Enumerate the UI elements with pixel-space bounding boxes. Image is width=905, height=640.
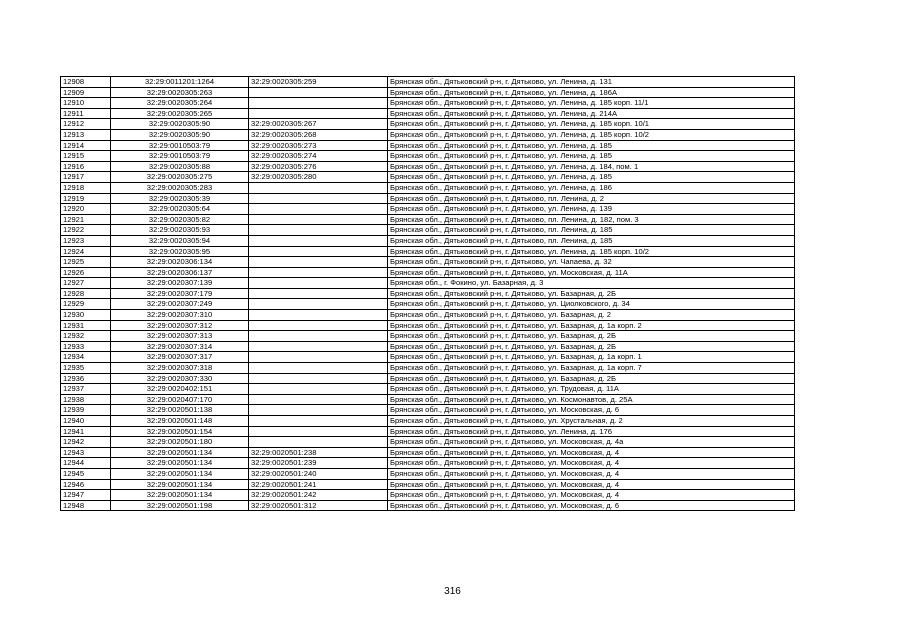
table-row [61, 352, 795, 363]
address-cell: Брянская обл., Дятьковский р-н, г. Дятьково, пл. Ленина, д. 185 [388, 225, 795, 236]
row-number-cell: 12935 [61, 363, 111, 374]
address-cell: Брянская обл., Дятьковский р-н, г. Дятьково, ул. Базарная, д. 2Б [388, 331, 795, 342]
address-cell: Брянская обл., Дятьковский р-н, г. Дятьково, ул. Ленина, д. 139 [388, 204, 795, 215]
address-cell: Брянская обл., Дятьковский р-н, г. Дятьково, ул. Трудовая, д. 11А [388, 384, 795, 395]
related-cadastral-number-cell [249, 98, 388, 109]
cadastral-number-cell: 32:29:0020305:39 [111, 193, 249, 204]
table-row [61, 119, 795, 130]
address-cell: Брянская обл., Дятьковский р-н, г. Дятьково, ул. Ленина, д. 186 [388, 182, 795, 193]
row-number-cell: 12932 [61, 331, 111, 342]
property-register-table [60, 76, 795, 511]
table-row [61, 331, 795, 342]
cadastral-number-cell: 32:29:0020501:154 [111, 426, 249, 437]
row-number-cell: 12931 [61, 320, 111, 331]
row-number-cell: 12915 [61, 151, 111, 162]
related-cadastral-number-cell [249, 225, 388, 236]
cadastral-number-cell: 32:29:0011201:1264 [111, 77, 249, 88]
related-cadastral-number-cell [249, 341, 388, 352]
address-cell: Брянская обл., Дятьковский р-н, г. Дятьково, ул. Московская, д. 11А [388, 267, 795, 278]
related-cadastral-number-cell [249, 331, 388, 342]
related-cadastral-number-cell: 32:29:0020305:259 [249, 77, 388, 88]
cadastral-number-cell: 32:29:0020305:93 [111, 225, 249, 236]
row-number-cell: 12946 [61, 479, 111, 490]
table-row [61, 108, 795, 119]
address-cell: Брянская обл., Дятьковский р-н, г. Дятьково, ул. Московская, д. 4 [388, 447, 795, 458]
table-row [61, 341, 795, 352]
table-row [61, 151, 795, 162]
related-cadastral-number-cell [249, 182, 388, 193]
address-cell: Брянская обл., Дятьковский р-н, г. Дятьково, ул. Московская, д. 4 [388, 490, 795, 501]
address-cell: Брянская обл., Дятьковский р-н, г. Дятьково, ул. Ленина, д. 185 корп. 10/2 [388, 246, 795, 257]
row-number-cell: 12943 [61, 447, 111, 458]
cadastral-number-cell: 32:29:0020305:283 [111, 182, 249, 193]
cadastral-number-cell: 32:29:0020305:265 [111, 108, 249, 119]
row-number-cell: 12921 [61, 214, 111, 225]
address-cell: Брянская обл., Дятьковский р-н, г. Дятьково, ул. Космонавтов, д. 25А [388, 394, 795, 405]
table-row [61, 193, 795, 204]
related-cadastral-number-cell [249, 352, 388, 363]
row-number-cell: 12941 [61, 426, 111, 437]
related-cadastral-number-cell [249, 288, 388, 299]
table-body [61, 77, 795, 511]
row-number-cell: 12918 [61, 182, 111, 193]
row-number-cell: 12933 [61, 341, 111, 352]
row-number-cell: 12920 [61, 204, 111, 215]
address-cell: Брянская обл., Дятьковский р-н, г. Дятьково, пл. Ленина, д. 182, пом. 3 [388, 214, 795, 225]
table-row [61, 405, 795, 416]
cadastral-number-cell: 32:29:0020501:198 [111, 500, 249, 511]
table-row [61, 447, 795, 458]
cadastral-number-cell: 32:29:0020307:312 [111, 320, 249, 331]
row-number-cell: 12930 [61, 310, 111, 321]
related-cadastral-number-cell: 32:29:0020501:241 [249, 479, 388, 490]
row-number-cell: 12916 [61, 161, 111, 172]
table-row [61, 320, 795, 331]
row-number-cell: 12944 [61, 458, 111, 469]
address-cell: Брянская обл., Дятьковский р-н, г. Дятьково, ул. Московская, д. 6 [388, 500, 795, 511]
cadastral-number-cell: 32:29:0020305:90 [111, 119, 249, 130]
related-cadastral-number-cell [249, 235, 388, 246]
row-number-cell: 12914 [61, 140, 111, 151]
related-cadastral-number-cell: 32:29:0020501:238 [249, 447, 388, 458]
row-number-cell: 12929 [61, 299, 111, 310]
row-number-cell: 12917 [61, 172, 111, 183]
table-row [61, 394, 795, 405]
table-row [61, 310, 795, 321]
cadastral-number-cell: 32:29:0020305:263 [111, 87, 249, 98]
row-number-cell: 12937 [61, 384, 111, 395]
cadastral-number-cell: 32:29:0020305:95 [111, 246, 249, 257]
related-cadastral-number-cell [249, 108, 388, 119]
related-cadastral-number-cell [249, 204, 388, 215]
table-row [61, 225, 795, 236]
cadastral-number-cell: 32:29:0020307:179 [111, 288, 249, 299]
row-number-cell: 12934 [61, 352, 111, 363]
related-cadastral-number-cell: 32:29:0020501:239 [249, 458, 388, 469]
address-cell: Брянская обл., Дятьковский р-н, г. Дятьково, ул. Ленина, д. 185 [388, 172, 795, 183]
row-number-cell: 12936 [61, 373, 111, 384]
related-cadastral-number-cell [249, 426, 388, 437]
table-row [61, 235, 795, 246]
table-row [61, 87, 795, 98]
cadastral-number-cell: 32:29:0020307:310 [111, 310, 249, 321]
cadastral-number-cell: 32:29:0020305:64 [111, 204, 249, 215]
related-cadastral-number-cell [249, 363, 388, 374]
address-cell: Брянская обл., Дятьковский р-н, г. Дятьково, ул. Ленина, д. 185 корп. 11/1 [388, 98, 795, 109]
table-row [61, 182, 795, 193]
table-row [61, 257, 795, 268]
cadastral-number-cell: 32:29:0020307:249 [111, 299, 249, 310]
table-row [61, 426, 795, 437]
related-cadastral-number-cell [249, 193, 388, 204]
address-cell: Брянская обл., Дятьковский р-н, г. Дятьково, ул. Ленина, д. 176 [388, 426, 795, 437]
cadastral-number-cell: 32:29:0020501:134 [111, 490, 249, 501]
related-cadastral-number-cell: 32:29:0020305:274 [249, 151, 388, 162]
table-row [61, 278, 795, 289]
cadastral-number-cell: 32:29:0020501:134 [111, 479, 249, 490]
address-cell: Брянская обл., Дятьковский р-н, г. Дятьково, ул. Ленина, д. 131 [388, 77, 795, 88]
row-number-cell: 12942 [61, 437, 111, 448]
table-row [61, 214, 795, 225]
address-cell: Брянская обл., Дятьковский р-н, г. Дятьково, ул. Московская, д. 6 [388, 405, 795, 416]
address-cell: Брянская обл., Дятьковский р-н, г. Дятьково, ул. Базарная, д. 1а корп. 1 [388, 352, 795, 363]
table-row [61, 288, 795, 299]
related-cadastral-number-cell [249, 320, 388, 331]
row-number-cell: 12947 [61, 490, 111, 501]
cadastral-number-cell: 32:29:0020306:137 [111, 267, 249, 278]
table-row [61, 77, 795, 88]
row-number-cell: 12928 [61, 288, 111, 299]
related-cadastral-number-cell [249, 437, 388, 448]
row-number-cell: 12919 [61, 193, 111, 204]
address-cell: Брянская обл., Дятьковский р-н, г. Дятьково, ул. Хрустальная, д. 2 [388, 416, 795, 427]
address-cell: Брянская обл., г. Фокино, ул. Базарная, д. 3 [388, 278, 795, 289]
table-row [61, 416, 795, 427]
cadastral-number-cell: 32:29:0020305:82 [111, 214, 249, 225]
table-row [61, 299, 795, 310]
address-cell: Брянская обл., Дятьковский р-н, г. Дятьково, ул. Ленина, д. 185 корп. 10/1 [388, 119, 795, 130]
address-cell: Брянская обл., Дятьковский р-н, г. Дятьково, ул. Базарная, д. 2Б [388, 341, 795, 352]
address-cell: Брянская обл., Дятьковский р-н, г. Дятьково, ул. Базарная, д. 2Б [388, 373, 795, 384]
cadastral-number-cell: 32:29:0020501:134 [111, 468, 249, 479]
row-number-cell: 12909 [61, 87, 111, 98]
related-cadastral-number-cell: 32:29:0020305:267 [249, 119, 388, 130]
related-cadastral-number-cell [249, 214, 388, 225]
address-cell: Брянская обл., Дятьковский р-н, г. Дятьково, ул. Ленина, д. 185 [388, 151, 795, 162]
address-cell: Брянская обл., Дятьковский р-н, г. Дятьково, ул. Базарная, д. 1а корп. 2 [388, 320, 795, 331]
address-cell: Брянская обл., Дятьковский р-н, г. Дятьково, ул. Базарная, д. 2 [388, 310, 795, 321]
row-number-cell: 12925 [61, 257, 111, 268]
address-cell: Брянская обл., Дятьковский р-н, г. Дятьково, пл. Ленина, д. 185 [388, 235, 795, 246]
table-row [61, 129, 795, 140]
table-row [61, 246, 795, 257]
cadastral-number-cell: 32:29:0020307:330 [111, 373, 249, 384]
table-row [61, 373, 795, 384]
related-cadastral-number-cell: 32:29:0020501:240 [249, 468, 388, 479]
cadastral-number-cell: 32:29:0020501:138 [111, 405, 249, 416]
cadastral-number-cell: 32:29:0020307:317 [111, 352, 249, 363]
cadastral-number-cell: 32:29:0020407:170 [111, 394, 249, 405]
row-number-cell: 12922 [61, 225, 111, 236]
address-cell: Брянская обл., Дятьковский р-н, г. Дятьково, ул. Московская, д. 4 [388, 458, 795, 469]
row-number-cell: 12911 [61, 108, 111, 119]
cadastral-number-cell: 32:29:0020305:264 [111, 98, 249, 109]
related-cadastral-number-cell: 32:29:0020305:268 [249, 129, 388, 140]
row-number-cell: 12924 [61, 246, 111, 257]
related-cadastral-number-cell [249, 87, 388, 98]
row-number-cell: 12938 [61, 394, 111, 405]
table-row [61, 140, 795, 151]
table-row [61, 363, 795, 374]
table-row [61, 98, 795, 109]
address-cell: Брянская обл., Дятьковский р-н, г. Дятьково, ул. Ленина, д. 184, пом. 1 [388, 161, 795, 172]
related-cadastral-number-cell [249, 278, 388, 289]
row-number-cell: 12940 [61, 416, 111, 427]
address-cell: Брянская обл., Дятьковский р-н, г. Дятьково, пл. Ленина, д. 2 [388, 193, 795, 204]
cadastral-number-cell: 32:29:0020307:318 [111, 363, 249, 374]
cadastral-number-cell: 32:29:0020402:151 [111, 384, 249, 395]
table-row [61, 490, 795, 501]
row-number-cell: 12908 [61, 77, 111, 88]
cadastral-number-cell: 32:29:0010503:79 [111, 140, 249, 151]
page-number: 316 [444, 586, 461, 597]
address-cell: Брянская обл., Дятьковский р-н, г. Дятьково, ул. Московская, д. 4 [388, 479, 795, 490]
cadastral-number-cell: 32:29:0020501:134 [111, 447, 249, 458]
cadastral-number-cell: 32:29:0010503:79 [111, 151, 249, 162]
related-cadastral-number-cell: 32:29:0020305:280 [249, 172, 388, 183]
related-cadastral-number-cell [249, 405, 388, 416]
cadastral-number-cell: 32:29:0020307:313 [111, 331, 249, 342]
address-cell: Брянская обл., Дятьковский р-н, г. Дятьково, ул. Базарная, д. 1а корп. 7 [388, 363, 795, 374]
table-row [61, 267, 795, 278]
address-cell: Брянская обл., Дятьковский р-н, г. Дятьково, ул. Ленина, д. 185 [388, 140, 795, 151]
cadastral-number-cell: 32:29:0020501:148 [111, 416, 249, 427]
row-number-cell: 12927 [61, 278, 111, 289]
cadastral-number-cell: 32:29:0020307:314 [111, 341, 249, 352]
address-cell: Брянская обл., Дятьковский р-н, г. Дятьково, ул. Ленина, д. 186А [388, 87, 795, 98]
cadastral-number-cell: 32:29:0020305:94 [111, 235, 249, 246]
cadastral-number-cell: 32:29:0020305:275 [111, 172, 249, 183]
address-cell: Брянская обл., Дятьковский р-н, г. Дятьково, ул. Ленина, д. 185 корп. 10/2 [388, 129, 795, 140]
table-row [61, 458, 795, 469]
related-cadastral-number-cell [249, 267, 388, 278]
address-cell: Брянская обл., Дятьковский р-н, г. Дятьково, ул. Московская, д. 4 [388, 468, 795, 479]
cadastral-number-cell: 32:29:0020307:139 [111, 278, 249, 289]
table-row [61, 479, 795, 490]
related-cadastral-number-cell: 32:29:0020305:276 [249, 161, 388, 172]
table-row [61, 468, 795, 479]
related-cadastral-number-cell: 32:29:0020305:273 [249, 140, 388, 151]
table-row [61, 172, 795, 183]
row-number-cell: 12945 [61, 468, 111, 479]
cadastral-number-cell: 32:29:0020305:88 [111, 161, 249, 172]
table-row [61, 161, 795, 172]
related-cadastral-number-cell [249, 384, 388, 395]
related-cadastral-number-cell [249, 310, 388, 321]
cadastral-number-cell: 32:29:0020305:90 [111, 129, 249, 140]
row-number-cell: 12910 [61, 98, 111, 109]
table-row [61, 384, 795, 395]
related-cadastral-number-cell [249, 373, 388, 384]
address-cell: Брянская обл., Дятьковский р-н, г. Дятьково, ул. Базарная, д. 2Б [388, 288, 795, 299]
address-cell: Брянская обл., Дятьковский р-н, г. Дятьково, ул. Циолковского, д. 34 [388, 299, 795, 310]
related-cadastral-number-cell [249, 299, 388, 310]
row-number-cell: 12912 [61, 119, 111, 130]
row-number-cell: 12923 [61, 235, 111, 246]
related-cadastral-number-cell: 32:29:0020501:312 [249, 500, 388, 511]
related-cadastral-number-cell: 32:29:0020501:242 [249, 490, 388, 501]
address-cell: Брянская обл., Дятьковский р-н, г. Дятьково, ул. Чапаева, д. 32 [388, 257, 795, 268]
related-cadastral-number-cell [249, 394, 388, 405]
row-number-cell: 12926 [61, 267, 111, 278]
row-number-cell: 12939 [61, 405, 111, 416]
cadastral-number-cell: 32:29:0020306:134 [111, 257, 249, 268]
row-number-cell: 12948 [61, 500, 111, 511]
address-cell: Брянская обл., Дятьковский р-н, г. Дятьково, ул. Московская, д. 4а [388, 437, 795, 448]
table-row [61, 500, 795, 511]
related-cadastral-number-cell [249, 257, 388, 268]
address-cell: Брянская обл., Дятьковский р-н, г. Дятьково, ул. Ленина, д. 214А [388, 108, 795, 119]
table-row [61, 437, 795, 448]
row-number-cell: 12913 [61, 129, 111, 140]
cadastral-number-cell: 32:29:0020501:134 [111, 458, 249, 469]
table-row [61, 204, 795, 215]
related-cadastral-number-cell [249, 246, 388, 257]
related-cadastral-number-cell [249, 416, 388, 427]
cadastral-number-cell: 32:29:0020501:180 [111, 437, 249, 448]
